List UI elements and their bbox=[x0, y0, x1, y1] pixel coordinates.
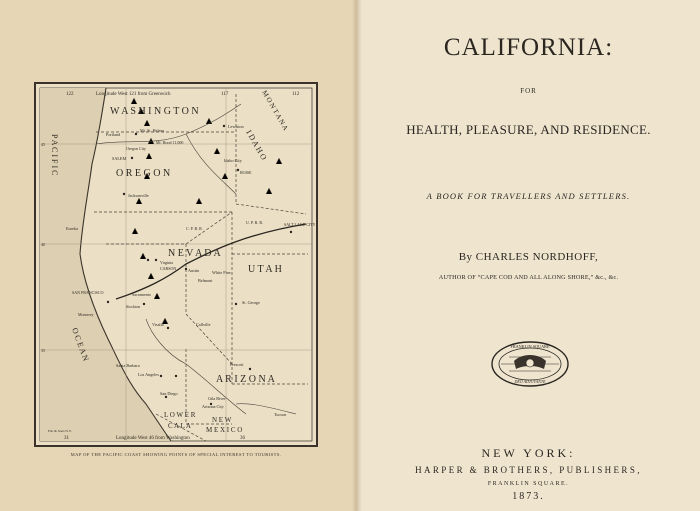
map-label-salem: SALEM bbox=[112, 156, 127, 161]
map-label-carson: CARSON bbox=[160, 266, 177, 271]
map-tick-bottom-1: 36 bbox=[240, 436, 245, 441]
map-label-sacramento: Sacramento bbox=[132, 292, 151, 297]
map-label-belmont: Belmont bbox=[198, 278, 213, 283]
map-label-st-george: St. George bbox=[242, 300, 260, 305]
map-label-eureka: Eureka bbox=[66, 226, 78, 231]
book-title: CALIFORNIA: bbox=[443, 34, 614, 61]
map-label-utah: U T A H bbox=[248, 264, 282, 275]
map-tick-top-1: 117 bbox=[221, 92, 229, 97]
map-label-santa-barbara: Santa Barbara bbox=[116, 363, 140, 368]
publication-year: 1873. bbox=[512, 491, 545, 502]
map-label-cal: C A L A bbox=[168, 422, 191, 430]
map-frame bbox=[34, 82, 318, 447]
seal-motto: DEO ADJUVANTE bbox=[514, 379, 546, 384]
publisher-address: FRANKLIN SQUARE. bbox=[487, 481, 570, 487]
map-label-prescott: Prescott bbox=[230, 362, 244, 367]
map-label-nevada: N E V A D A bbox=[168, 248, 221, 259]
map-label-cpr: C. P. R. R. bbox=[186, 226, 203, 231]
map-label-virginia: Virginia bbox=[160, 260, 174, 265]
map-lat-1: 40 bbox=[41, 242, 45, 247]
map-label-jacksonville: Jacksonville bbox=[128, 193, 149, 198]
map-label-new: N E W bbox=[212, 416, 232, 424]
railroad-line bbox=[116, 224, 306, 299]
map-label-mt-st-helens: Mt. St. Helens bbox=[140, 128, 165, 133]
map-top-longitude: Longitude West 121 from Greenwich bbox=[96, 92, 171, 97]
map-label-mt-hood: Mt. Hood 11,000 bbox=[156, 140, 184, 145]
map-label-arizona: A R I Z O N A bbox=[216, 374, 275, 385]
map-label-san-diego: San Diego bbox=[160, 391, 178, 396]
map-label-gila-river: Gila River bbox=[208, 396, 226, 401]
map-label-austin: Austin bbox=[188, 268, 200, 273]
map-label-oregon-city: Oregon City bbox=[126, 146, 146, 151]
map-label-arizona-city: Arizona City bbox=[202, 404, 224, 409]
map-label-oregon: O R E G O N bbox=[116, 168, 171, 179]
map-label-monterey: Monterey bbox=[78, 312, 94, 317]
map-label-tucson: Tucson bbox=[274, 412, 287, 417]
map-label-pacific: P A C I F I C bbox=[50, 134, 59, 176]
map-bottom-longitude: Longitude West 46 from Washington bbox=[116, 436, 190, 441]
book-subtitle: HEALTH, PLEASURE, AND RESIDENCE. bbox=[406, 122, 651, 137]
map-label-idaho: I D A H O bbox=[244, 128, 269, 162]
map-caption: MAP OF THE PACIFIC COAST SHOWING POINTS OF SPECIAL INTEREST TO TOURISTS. bbox=[70, 452, 282, 457]
map-tick-top-0: 122 bbox=[66, 92, 74, 97]
publisher-seal-icon bbox=[489, 339, 571, 394]
map-label-boise: BOISE bbox=[240, 170, 252, 175]
map-label-washington: W A S H I N G T O N bbox=[110, 106, 199, 117]
map-label-mexico: M E X I C O bbox=[206, 426, 243, 434]
map-label-lower: L O W E R bbox=[164, 411, 196, 419]
map-label-white-pine: White Pine bbox=[212, 270, 231, 275]
author-note: AUTHOR OF “CAPE COD AND ALL ALONG SHORE,” &c., &c. bbox=[438, 274, 619, 281]
map-label-visalia: Visalia bbox=[152, 322, 164, 327]
map-label-ocean: O C E A N bbox=[70, 326, 91, 363]
map-lat-0: 45 bbox=[41, 142, 45, 147]
map-label-idaho-city: Idaho City bbox=[224, 158, 242, 163]
map-label-lewiston: Lewiston bbox=[228, 124, 244, 129]
publisher-name: HARPER & BROTHERS, PUBLISHERS, bbox=[415, 465, 642, 475]
map-label-callville: Callville bbox=[196, 322, 211, 327]
map-label-salt-lake: SALT LAKE CITY bbox=[284, 222, 316, 227]
map-tick-top-2: 112 bbox=[292, 92, 300, 97]
map-label-portland: Portland bbox=[106, 132, 121, 137]
map-tick-bottom-0: 31 bbox=[64, 436, 69, 441]
author-name: By CHARLES NORDHOFF, bbox=[458, 251, 599, 263]
publisher-city: NEW YORK: bbox=[481, 446, 576, 460]
map-label-stockton: Stockton bbox=[126, 304, 141, 309]
title-connector: FOR bbox=[520, 87, 537, 95]
book-tagline: A BOOK FOR TRAVELLERS AND SETTLERS. bbox=[426, 191, 631, 201]
map-label-up: U. P. R. R. bbox=[246, 220, 264, 225]
map-label-san-francisco: SAN FRANCISCO bbox=[72, 290, 104, 295]
map-label-los-angeles: Los Angeles bbox=[138, 372, 159, 377]
seal-text: FRANKLIN SQUARE bbox=[510, 344, 550, 349]
pacific-coast-map bbox=[36, 84, 316, 445]
map-label-montana: M O N T A N A bbox=[260, 89, 290, 132]
map-lat-2: 35 bbox=[41, 348, 45, 353]
map-engraver: Feb & Sons N.Y. bbox=[48, 429, 72, 433]
